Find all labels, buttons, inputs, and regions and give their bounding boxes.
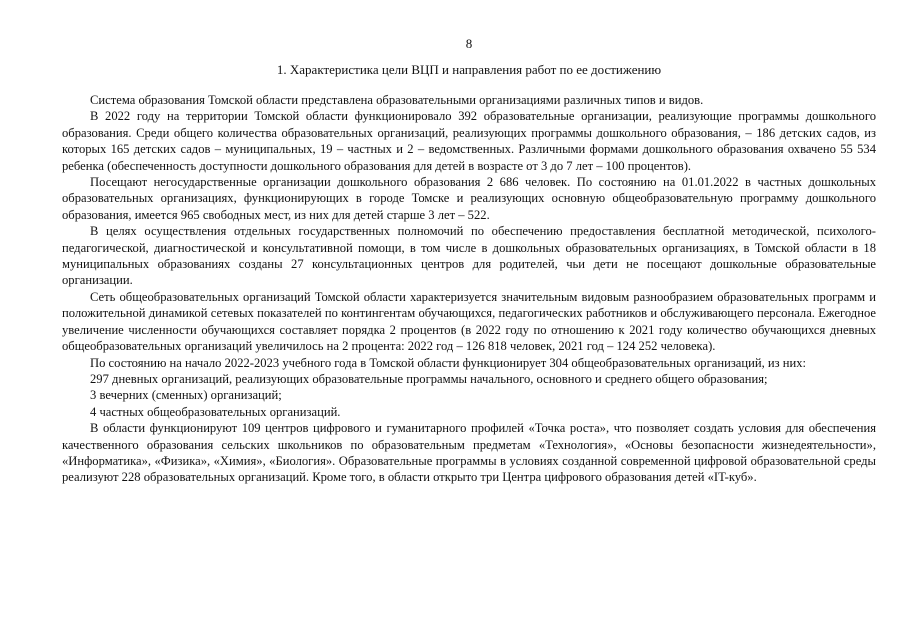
document-page [62, 36, 876, 486]
paragraph-digital-centers: В области функционируют 109 центров цифрового и гуманитарного профилей «Точка роста», что позволяет создать условия для обеспечения качественного образования сельских школьников по образовательным предметам «Технология», «Основы безопасности жизнедеятельности», «Информатика», «Физика», «Химия», «Биология». Образовательные программы в условиях созданной современной цифровой образовательной среды реализуют 228 образовательных организаций. Кроме того, в области открыто три Центра цифрового образования детей «IT-куб». [62, 421, 876, 485]
section-title: 1. Характеристика цели ВЦП и направления работ по ее достижению [276, 62, 662, 77]
list-item-private-schools: 4 частных общеобразовательных организаций. [90, 404, 341, 419]
paragraph-consulting-centers: В целях осуществления отдельных государственных полномочий по обеспечению предоставления бесплатной методической, психолого-педагогической, диагностической и консультативной помощи, в том числе в дошкольных образовательных организациях, в Томской области в 18 муниципальных образованиях созданы 27 консультационных центров для родителей, чьи дети не посещают дошкольные образовательные организации. [62, 224, 876, 288]
paragraph-private-preschool: Посещают негосударственные организации дошкольного образования 2 686 человек. По состоянию на 01.01.2022 в частных дошкольных образовательных организациях, функционирующих в городе Томске и реализующих основную общеобразовательную программу дошкольного образования, имеется 965 свободных мест, из них для детей старше 3 лет – 522. [62, 175, 876, 222]
paragraph-preschool-network: В 2022 году на территории Томской области функционировало 392 образовательные организации, реализующие программы дошкольного образования. Среди общего количества образовательных организаций, реализующих программы дошкольного образования, – 186 детских садов, из которых 165 детских садов – муниципальных, 19 – частных и 2 – ведомственных. Различными формами дошкольного образования охвачено 55 534 ребенка (обеспеченность доступности дошкольного образования для детей в возрасте от 3 до 7 лет – 100 процентов). [62, 109, 876, 173]
list-item-day-schools: 297 дневных организаций, реализующих образовательные программы начального, основного и среднего общего образования; [90, 371, 768, 386]
page-number: 8 [465, 36, 473, 51]
list-item-evening-schools: 3 вечерних (сменных) организаций; [90, 388, 282, 403]
paragraph-general-education-network: Сеть общеобразовательных организаций Томской области характеризуется значительным видовым разнообразием образовательных программ и положительной динамикой сетевых показателей по контингентам обучающихся, педагогических работников и обслуживающего персонала. Ежегодное увеличение численности обучающихся составляет порядка 2 процентов (в 2022 году по отношению к 2021 году количество обучающихся дневных общеобразовательных организаций увеличилось на 2 процента: 2022 год – 126 818 человек, 2021 год – 124 252 человека). [62, 289, 876, 354]
paragraph-school-year-count: По состоянию на начало 2022-2023 учебного года в Томской области функционирует 304 общеобразовательных организаций, из них: [90, 355, 807, 370]
paragraph-intro: Система образования Томской области представлена образовательными организациями различных типов и видов. [90, 93, 704, 107]
